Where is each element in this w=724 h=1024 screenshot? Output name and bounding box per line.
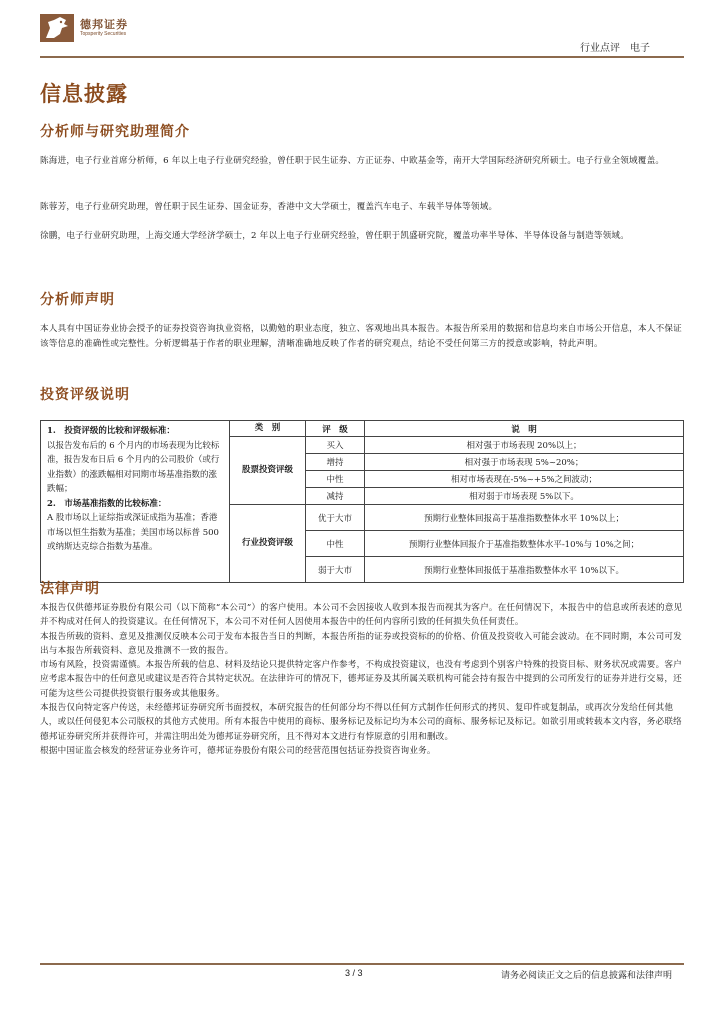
rating-description: 相对强于市场表现 5%~20%； <box>365 454 684 471</box>
rating-description: 预期行业整体回报介于基准指数整体水平-10%与 10%之间； <box>365 531 684 557</box>
rating-level: 增持 <box>306 454 365 471</box>
rating-description: 预期行业整体回报低于基准指数整体水平 10%以下。 <box>365 557 684 583</box>
company-logo <box>40 14 128 42</box>
legal-paragraph: 本报告仅供德邦证券股份有限公司（以下简称“本公司”）的客户使用。本公司不会因接收人收到本报告而视其为客户。在任何情况下，本报告中的信息或所表述的意见并不构成对任何人的投资建议。在任何情况下，本公司不对任何人因使用本报告中的任何内容所引致的任何损失负任何责任。 <box>40 603 683 628</box>
legal-paragraph: 市场有风险，投资需谨慎。本报告所载的信息、材料及结论只提供特定客户作参考，不构成投资建议，也没有考虑到个别客户特殊的投资目标、财务状况或需要。客户应考虑本报告中的任何意见或建议是否符合其特定状况。在法律许可的情况下，德邦证券及其所属关联机构可能会持有报告中提到的公司所发行的证券并进行交易，还可能为这些公司提供投资银行服务或其他服务。 <box>40 660 682 699</box>
analyst-intro-heading: 分析师与研究助理简介 <box>40 124 190 140</box>
column-header-description: 说 明 <box>365 421 684 437</box>
analyst-statement-text: 本人具有中国证券业协会授予的证券投资咨询执业资格，以勤勉的职业态度，独立、客观地出具本报告。本报告所采用的数据和信息均来自市场公开信息，本人不保证该等信息的准确性或完整性。分析逻辑基于作者的职业理解，清晰准确地反映了作者的研究观点，结论不受任何第三方的授意或影响，特此声明。 <box>40 324 682 349</box>
header-divider <box>40 56 684 58</box>
column-header-category: 类 别 <box>230 421 306 437</box>
stock-rating-category: 股票投资评级 <box>230 437 306 505</box>
analyst-intro-paragraph: 陈海进，电子行业首席分析师，6 年以上电子行业研究经验，曾任职于民生证券、方正证券、中欧基金等，南开大学国际经济研究所硕士。电子行业全领域覆盖。 <box>40 156 665 166</box>
report-category: 行业点评 电子 <box>580 43 650 54</box>
logo-cn-text: 德邦证券 <box>80 18 128 31</box>
footer-note: 请务必阅读正文之后的信息披露和法律声明 <box>500 971 672 981</box>
rating-level: 中性 <box>306 531 365 557</box>
legal-paragraph: 本报告仅向特定客户传送，未经德邦证券研究所书面授权，本研究报告的任何部分均不得以任何方式制作任何形式的拷贝、复印件或复制品，或再次分发给任何其他人，或以任何侵犯本公司版权的其他方式使用。所有本报告中使用的商标、服务标记及标记均为本公司的商标、服务标记及标记。如欲引用或转载本文内容，务必联络德邦证券研究所并获得许可，并需注明出处为德邦证券研究所，且不得对本文进行有悖原意的引用和删改。 <box>40 703 682 742</box>
rating-criteria-cell <box>41 421 230 583</box>
legal-paragraph: 根据中国证监会核发的经营证券业务许可，德邦证券股份有限公司的经营范围包括证券投资咨询业务。 <box>40 745 436 756</box>
rating-level: 买入 <box>306 437 365 454</box>
footer-divider <box>40 963 684 965</box>
criteria-title-2: 2. 市场基准指数的比较标准： <box>47 498 167 509</box>
page-number: 3 / 3 <box>345 968 363 978</box>
legal-text <box>40 601 684 758</box>
logo-en-text: Topsperity Securities <box>80 31 127 37</box>
rating-level: 优于大市 <box>306 505 365 531</box>
rating-description: 相对弱于市场表现 5%以下。 <box>365 488 684 505</box>
criteria-title-1: 1. 投资评级的比较和评级标准： <box>47 426 175 436</box>
page-title: 信息披露 <box>40 82 128 106</box>
criteria-text-1: 以报告发布后的 6 个月内的市场表现为比较标准，报告发布日后 6 个月内的公司股价（或行业指数）的涨跌幅相对同期市场基准指数的涨跌幅； <box>47 440 220 494</box>
rating-table <box>40 420 684 583</box>
rating-description: 相对强于市场表现 20%以上； <box>365 437 684 454</box>
rating-level: 弱于大市 <box>306 557 365 583</box>
analyst-statement-heading: 分析师声明 <box>40 292 115 308</box>
rating-description: 相对市场表现在-5%~+5%之间波动； <box>365 471 684 488</box>
rating-description: 预期行业整体回报高于基准指数整体水平 10%以上； <box>365 505 684 531</box>
rating-heading: 投资评级说明 <box>40 387 130 403</box>
rating-level: 中性 <box>306 471 365 488</box>
industry-rating-category: 行业投资评级 <box>230 505 306 583</box>
column-header-level: 评 级 <box>306 421 365 437</box>
analyst-intro-paragraph: 陈蓉芳，电子行业研究助理，曾任职于民生证券、国金证券，香港中文大学硕士，覆盖汽车电子、车载半导体等领域。 <box>40 202 498 212</box>
legal-paragraph: 本报告所载的资料、意见及推测仅反映本公司于发布本报告当日的判断，本报告所指的证券或投资标的的价格、价值及投资收入可能会波动。在不同时期，本公司可发出与本报告所载资料、意见及推测不一致的报告。 <box>40 631 682 656</box>
logo-horse-icon <box>40 14 74 42</box>
legal-heading: 法律声明 <box>40 581 100 597</box>
analyst-intro-paragraph: 徐鹏，电子行业研究助理，上海交通大学经济学硕士，2 年以上电子行业研究经验，曾任职于凯盛研究院，覆盖功率半导体、半导体设备与制造等领域。 <box>40 231 629 241</box>
criteria-text-2: A 股市场以上证综指或深证成指为基准；香港市场以恒生指数为基准；美国市场以标普 500 或纳斯达克综合指数为基准。 <box>47 513 219 552</box>
rating-level: 减持 <box>306 488 365 505</box>
